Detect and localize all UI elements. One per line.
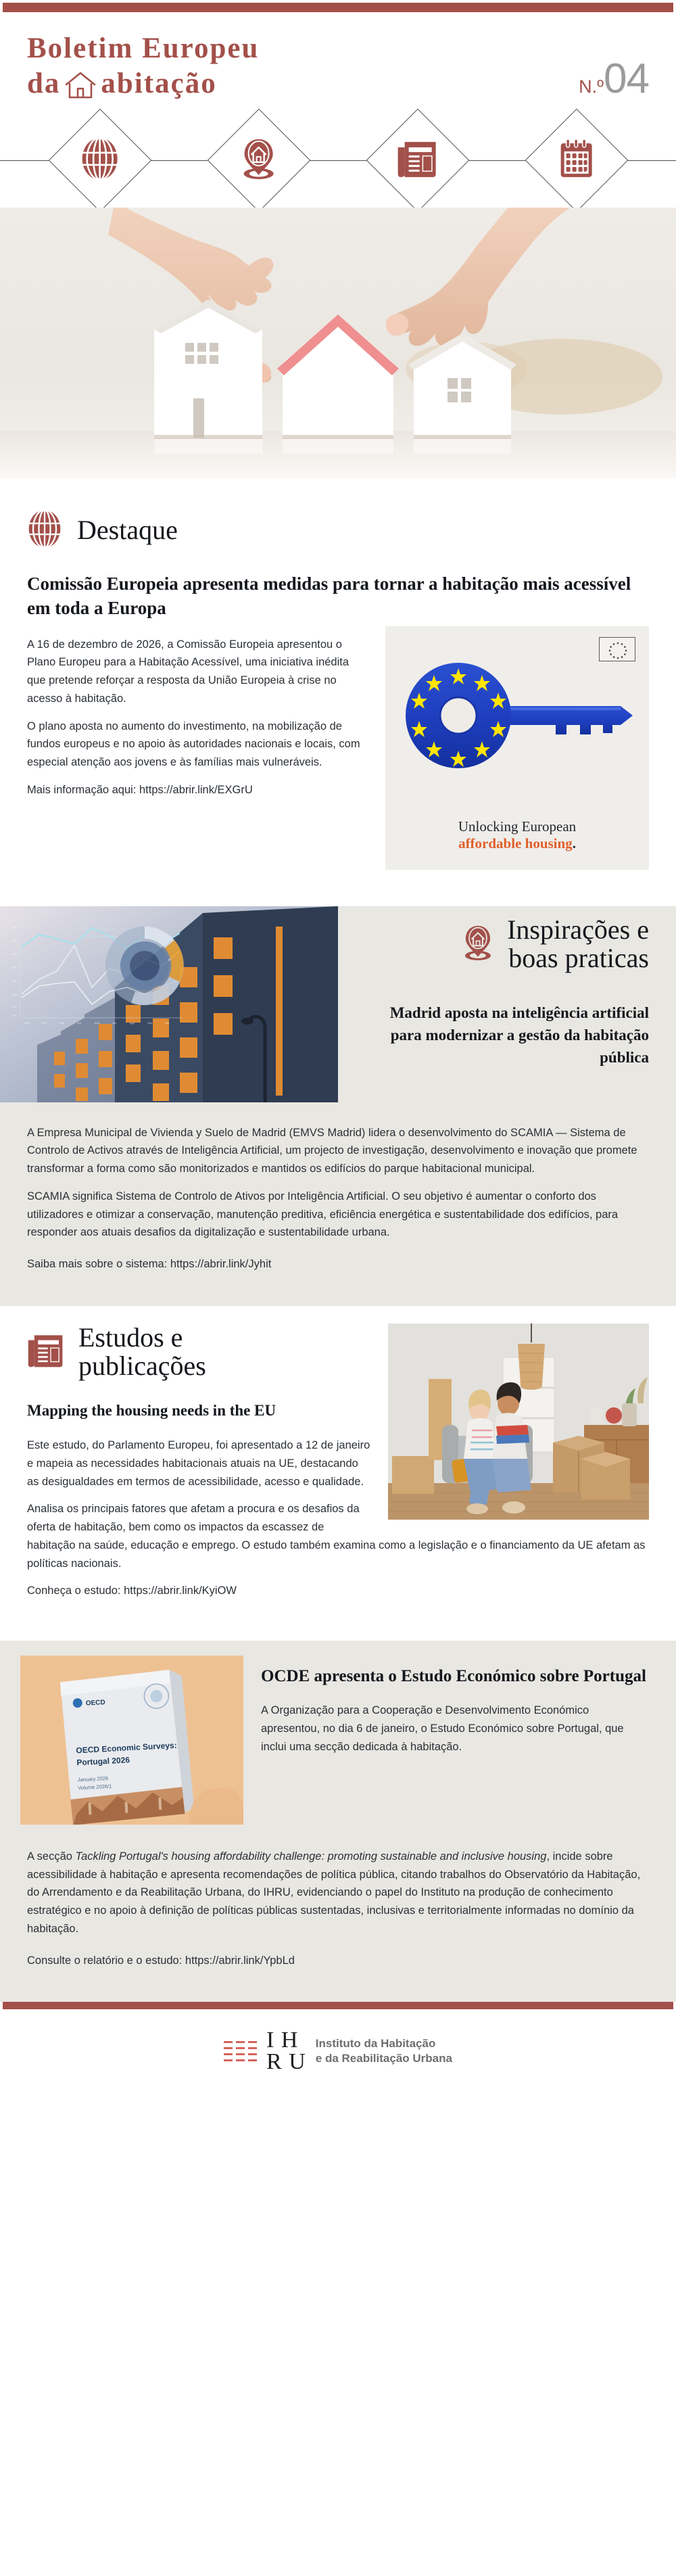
house-outline-icon <box>64 71 97 98</box>
destaque-body <box>0 626 676 879</box>
ihru-org-name <box>316 2036 452 2066</box>
svg-text:Jun: Jun <box>112 1021 117 1025</box>
svg-text:150: 150 <box>12 1013 17 1017</box>
calendar-icon <box>557 137 596 183</box>
diamond-house-pin[interactable] <box>207 109 310 212</box>
destaque-paragraph-1: A 16 de dezembro de 2026, a Comissão Europeia apresentou o Plano Europeu para a Habitação Acessível, uma iniciativa inédita que pretende reforçar a resposta da União Europeia à crise no acesso à habitação. <box>27 638 349 705</box>
section-destaque <box>0 478 676 906</box>
newsletter-title-line2-prefix: da <box>27 68 61 100</box>
ocde-link-line[interactable]: Consulte o relatório e o estudo: https://abrir.link/YpbLd <box>27 1954 295 1967</box>
hero-image <box>0 208 676 478</box>
footer-accent-bar <box>3 2002 673 2009</box>
newspaper-icon <box>397 139 439 181</box>
building-data-image <box>0 906 338 1102</box>
inspiracoes-paragraph-1: A Empresa Municipal de Vivienda y Suelo de Madrid (EMVS Madrid) lidera o desenvolvimento do SCAMIA — Sistema de Controlo de Activos através de Inteligência Artificial, um projecto de investigação, desenvolvimento e inovação que promete transformar a forma como são monitorizados e mantidos os edifícios do parque habitacional municipal. <box>27 1126 637 1175</box>
house-pin-icon <box>461 923 495 966</box>
svg-text:350: 350 <box>12 965 17 969</box>
svg-text:Oct: Oct <box>165 1021 170 1025</box>
svg-text:Feb: Feb <box>42 1021 47 1025</box>
inspiracoes-body <box>0 1102 676 1306</box>
section-title-estudos-line2: publicações <box>78 1351 206 1382</box>
inspiracoes-link-line[interactable]: Saiba mais sobre o sistema: https://abrir.link/Jyhit <box>27 1258 272 1271</box>
ihru-dashes-icon <box>224 2040 257 2062</box>
svg-text:450: 450 <box>12 938 17 942</box>
svg-text:Volume 2026/1: Volume 2026/1 <box>78 1783 112 1792</box>
newsletter-title-line2-suffix: abitação <box>101 68 217 100</box>
svg-text:Mar: Mar <box>59 1021 64 1025</box>
svg-text:OECD Economic Surveys:: OECD Economic Surveys: <box>76 1740 177 1756</box>
inspiracoes-headline: Madrid aposta na inteligência artificial para modernizar a gestão da habitação pública <box>389 1004 649 1067</box>
ocde-p2-italic-title: Tackling Portugal's housing affordability challenge: promoting sustainable and inclusive housing <box>75 1850 547 1863</box>
svg-text:Portugal 2026: Portugal 2026 <box>76 1755 130 1768</box>
diamond-globe[interactable] <box>48 109 151 212</box>
top-accent-bar <box>3 3 673 12</box>
icon-strip <box>0 113 676 208</box>
ihru-org-line1: Instituto da Habitação <box>315 2036 436 2050</box>
diamond-newspaper[interactable] <box>366 109 469 212</box>
newsletter-page <box>0 3 676 2095</box>
couple-moving-image <box>388 1324 649 1520</box>
globe-icon <box>80 136 120 184</box>
estudos-link-line[interactable]: Conheça o estudo: https://abrir.link/KyiOW <box>27 1585 237 1597</box>
ocde-body <box>0 1825 676 2002</box>
svg-text:May: May <box>95 1021 100 1025</box>
svg-text:500: 500 <box>12 924 17 929</box>
footer <box>0 2009 676 2095</box>
section-title-inspiracoes-line2: boas praticas <box>508 943 649 974</box>
svg-text:Ene: Ene <box>24 1021 30 1025</box>
section-estudos <box>0 1306 676 1641</box>
svg-text:200: 200 <box>12 1004 17 1008</box>
destaque-paragraph-2: O plano aposta no aumento do investimento, na mobilização de fundos europeus e no apoio às autoridades nacionais e locais, com especial atenção aos jovens e às famílias mais vulneráveis. <box>27 720 360 769</box>
eu-key-image <box>385 626 649 870</box>
svg-text:300: 300 <box>12 979 17 983</box>
ocde-p2-before: A secção <box>27 1850 76 1863</box>
globe-icon <box>27 508 62 553</box>
ihru-acronym <box>266 2030 306 2072</box>
section-title-inspiracoes-line1: Inspirações e <box>507 914 649 945</box>
svg-text:OECD: OECD <box>85 1698 105 1708</box>
house-pin-icon <box>239 136 279 184</box>
svg-text:Sep: Sep <box>147 1021 153 1025</box>
svg-text:250: 250 <box>12 992 17 996</box>
masthead <box>0 12 676 109</box>
masthead-title-block <box>27 31 259 102</box>
svg-text:Ago: Ago <box>130 1021 135 1025</box>
destaque-header <box>0 478 676 560</box>
svg-text:Produção Renovável 2024: Produção Renovável 2024 <box>81 934 118 938</box>
ocde-p2-after: , incide sobre acessibilidade à habitação e apresenta recomendações de política pública, citando trabalhos do Observatório da Habitação, do Arrendamento e da Reabilitação Urbana, do IHRU, evidenciando o papel do Instituto na produção de conhecimento estratégico e no apoio à definição de políticas públicas sustentadas, inclusivas e territorialmente informadas no domínio da habitação. <box>27 1850 641 1935</box>
ihru-acronym-line2: R U <box>266 2048 306 2074</box>
newsletter-title-line1: Boletim Europeu <box>27 32 260 64</box>
issue-number-block <box>579 55 649 103</box>
ocde-paragraph-1: A Organização para a Cooperação e Desenvolvimento Económico apresentou, no dia 6 de janeiro, o Estudo Económico sobre Portugal, que inclui uma secção dedicada à habitação. <box>261 1704 624 1753</box>
svg-text:Consumo Energético 2024: Consumo Energético 2024 <box>81 927 118 931</box>
newsletter-title-line2 <box>27 66 259 101</box>
issue-number: 04 <box>604 55 649 103</box>
svg-text:Abr: Abr <box>77 1021 82 1025</box>
estudos-paragraph-1: Este estudo, do Parlamento Europeu, foi apresentado a 12 de janeiro e mapeia as necessidades habitacionais atuais na UE, destacando as desigualdades em termos de acessibilidade, acesso e qualidade. <box>27 1439 370 1488</box>
ihru-logo[interactable] <box>224 2030 452 2072</box>
inspiracoes-paragraph-2: SCAMIA significa Sistema de Controlo de Ativos por Inteligência Artificial. O seu objetivo é aumentar o conforto dos utilizadores e otimizar a conservação, manutenção preditiva, eficiência energética e sustentabilidade dos edifícios, para responder aos atuais desafios da digitalização e sustentabilidade urbana. <box>27 1190 619 1239</box>
destaque-headline: Comissão Europeia apresenta medidas para tornar a habitação mais acessível em toda a Europa <box>27 573 631 618</box>
eu-flag-icon <box>599 637 635 661</box>
destaque-link-line[interactable]: Mais informação aqui: https://abrir.link/EXGrU <box>27 783 253 796</box>
ihru-acronym-line1: I H <box>266 2028 299 2053</box>
key-image-caption <box>385 818 649 852</box>
section-title-destaque: Destaque <box>77 515 178 546</box>
section-title-estudos-line1: Estudos e <box>78 1321 183 1353</box>
ihru-org-line2: e da Reabilitação Urbana <box>315 2051 452 2065</box>
estudos-headline: Mapping the housing needs in the EU <box>27 1401 276 1419</box>
newspaper-icon <box>27 1332 65 1372</box>
diamond-calendar[interactable] <box>525 109 628 212</box>
issue-label: N.º <box>579 76 604 97</box>
ocde-paragraph-2 <box>27 1848 649 1938</box>
estudos-paragraph-2: Analisa os principais fatores que afetam a procura e os desafios da oferta de habitação, bem como os impactos da escassez de habitação na saúde, educação e emprego. O estudo também examina como a legislação e o financiamento da UE afetam as políticas nacionais. <box>27 1503 646 1570</box>
section-inspiracoes <box>0 906 676 1306</box>
oecd-report-image <box>20 1656 243 1825</box>
key-caption-line2: affordable housing. <box>458 835 576 851</box>
ocde-headline: OCDE apresenta o Estudo Económico sobre Portugal <box>261 1666 646 1685</box>
svg-text:January 2026: January 2026 <box>77 1775 109 1783</box>
key-caption-line1: Unlocking European <box>458 818 577 835</box>
svg-text:400: 400 <box>12 952 17 956</box>
section-ocde <box>0 1641 676 2002</box>
